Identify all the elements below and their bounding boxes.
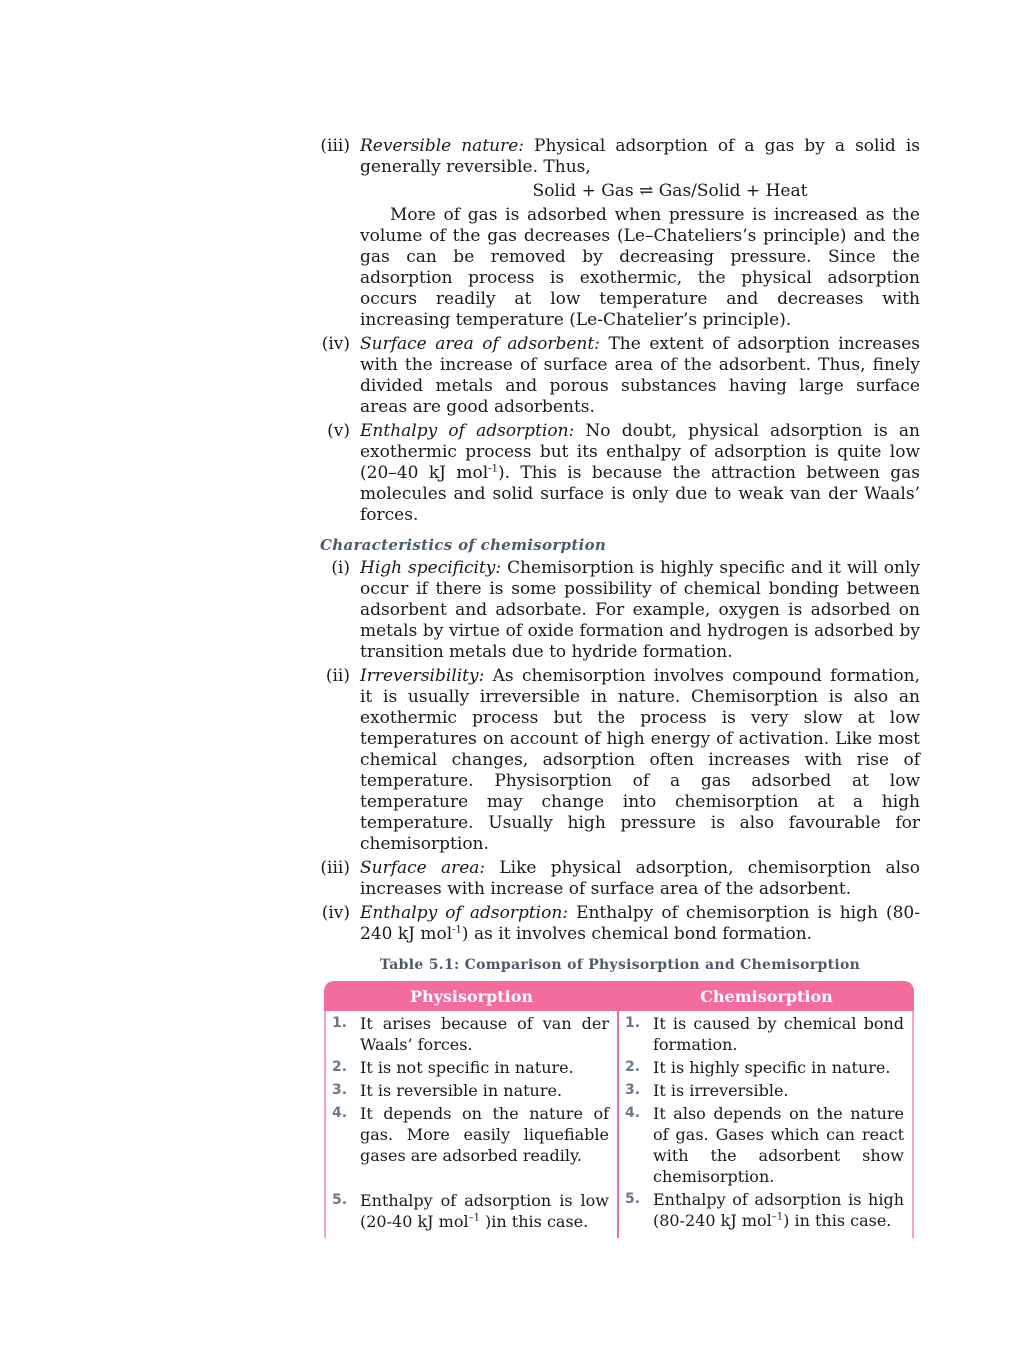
cell-text: Enthalpy of adsorption is low (20-40 kJ mol: [360, 1191, 609, 1231]
row-number: 1.: [332, 1015, 348, 1031]
table-header: [324, 981, 914, 1011]
item-number: (i): [331, 558, 350, 578]
item-text: No doubt, physical adsorption is an exothermic process but its enthalpy of adsorption is quite low (20–40 kJ mol: [360, 421, 920, 483]
item-text: ) as it involves chemical bond formation.: [461, 924, 813, 944]
list-item: [320, 136, 920, 331]
item-lead: Enthalpy of adsorption:: [360, 421, 575, 441]
row-number: 2.: [332, 1059, 348, 1075]
superscript: -1: [488, 463, 498, 475]
table-row: [625, 1189, 904, 1231]
equation: Solid + Gas ⇌ Gas/Solid + Heat: [532, 181, 808, 201]
page-content: [320, 136, 920, 1238]
table-row: [625, 1013, 904, 1055]
item-text: ). This is because the attraction between gas molecules and solid surface is only due to weak van der Waals’ forces.: [360, 463, 920, 525]
list-item: [320, 421, 920, 526]
cell-text: It arises because of van der Waals’ forces.: [360, 1014, 609, 1054]
item-number: (iv): [321, 334, 350, 354]
item-text: Enthalpy of chemisorption is high (80-240 kJ mol: [360, 903, 920, 944]
item-text: As chemisorption involves compound formation, it is usually irreversible in nature. Chemisorption is also an exothermic process but the process is very slow at low temperatures on account of high energy of activation. Like most chemical changes, adsorption often increases with rise of temperature. Physisorption of a gas adsorbed at low temperature may change into chemisorption at a high temperature. Usually high pressure is also favourable for chemisorption.: [360, 666, 920, 854]
table-row: [332, 1013, 609, 1055]
cell-text: ) in this case.: [783, 1211, 892, 1230]
list-item: [320, 858, 920, 900]
row-number: 4.: [625, 1105, 641, 1121]
table-body: [324, 1011, 914, 1238]
list-item: [320, 903, 920, 945]
row-number: 1.: [625, 1015, 641, 1031]
table-row: [332, 1080, 609, 1101]
row-number: 5.: [332, 1192, 348, 1208]
cell-text: It is not specific in nature.: [360, 1058, 574, 1077]
cell-text: It also depends on the nature of gas. Gases which can react with the adsorbent show chemisorption.: [653, 1104, 904, 1186]
item-lead: Surface area:: [360, 858, 486, 878]
table-row: [332, 1103, 609, 1166]
item-lead: High specificity:: [360, 558, 502, 578]
section-heading: Characteristics of chemisorption: [320, 536, 607, 554]
cell-text: )in this case.: [479, 1212, 589, 1231]
table-row: [625, 1103, 904, 1187]
physisorption-column: [326, 1011, 619, 1238]
list-item: [320, 334, 920, 418]
comparison-table: [324, 981, 914, 1238]
cell-text: Enthalpy of adsorption is high (80-240 kJ mol: [653, 1190, 904, 1230]
row-number: 4.: [332, 1105, 348, 1121]
list-item: [320, 558, 920, 663]
row-number: 3.: [625, 1082, 641, 1098]
item-text: The extent of adsorption increases with the increase of surface area of the adsorbent. Thus, finely divided metals and porous substances having large surface areas are good adsorbents.: [360, 334, 920, 417]
superscript: –1: [771, 1211, 784, 1223]
item-text: Chemisorption is highly specific and it will only occur if there is some possibility of chemical bonding between adsorbent and adsorbate. For example, oxygen is adsorbed on metals by virtue of oxide formation and hydrogen is adsorbed by transition metals due to hydride formation.: [360, 558, 920, 662]
item-number: (iv): [321, 903, 350, 923]
cell-text: It is highly specific in nature.: [653, 1058, 891, 1077]
table-row: [332, 1057, 609, 1078]
table-row: [332, 1190, 609, 1232]
table-row: [625, 1080, 904, 1101]
item-number: (iii): [320, 858, 350, 878]
item-text: Like physical adsorption, chemisorption also increases with increase of surface area of the adsorbent.: [360, 858, 920, 899]
spacer: [332, 1168, 609, 1190]
item-text: Physical adsorption of a gas by a solid is generally reversible. Thus,: [360, 136, 920, 177]
chemisorption-column: [619, 1011, 912, 1238]
superscript: –1: [468, 1212, 480, 1224]
item-lead: Irreversibility:: [360, 666, 485, 686]
item-number: (iii): [320, 136, 350, 156]
cell-text: It is caused by chemical bond formation.: [653, 1014, 904, 1054]
item-number: (v): [327, 421, 350, 441]
column-header-chemisorption: Chemisorption: [700, 986, 833, 1006]
cell-text: It is reversible in nature.: [360, 1081, 563, 1100]
column-header-physisorption: Physisorption: [409, 986, 534, 1006]
table-caption: Table 5.1: Comparison of Physisorption and Chemisorption: [379, 957, 861, 973]
row-number: 3.: [332, 1082, 348, 1098]
item-lead: Reversible nature:: [360, 136, 525, 156]
cell-text: It depends on the nature of gas. More easily liquefiable gases are adsorbed readily.: [360, 1104, 609, 1165]
table-row: [625, 1057, 904, 1078]
list-item: [320, 666, 920, 855]
cell-text: It is irreversible.: [653, 1081, 789, 1100]
item-number: (ii): [325, 666, 350, 686]
item-lead: Enthalpy of adsorption:: [360, 903, 569, 923]
row-number: 2.: [625, 1059, 641, 1075]
paragraph: More of gas is adsorbed when pressure is increased as the volume of the gas decreases (Le–Chateliers’s principle) and the gas can be removed by decreasing pressure. Since the adsorption process is exothermic, the physical adsorption occurs readily at low temperature and decreases with increasing temperature (Le-Chatelier’s principle).: [360, 205, 920, 330]
item-lead: Surface area of adsorbent:: [360, 334, 600, 354]
superscript: -1: [452, 924, 462, 936]
row-number: 5.: [625, 1191, 641, 1207]
